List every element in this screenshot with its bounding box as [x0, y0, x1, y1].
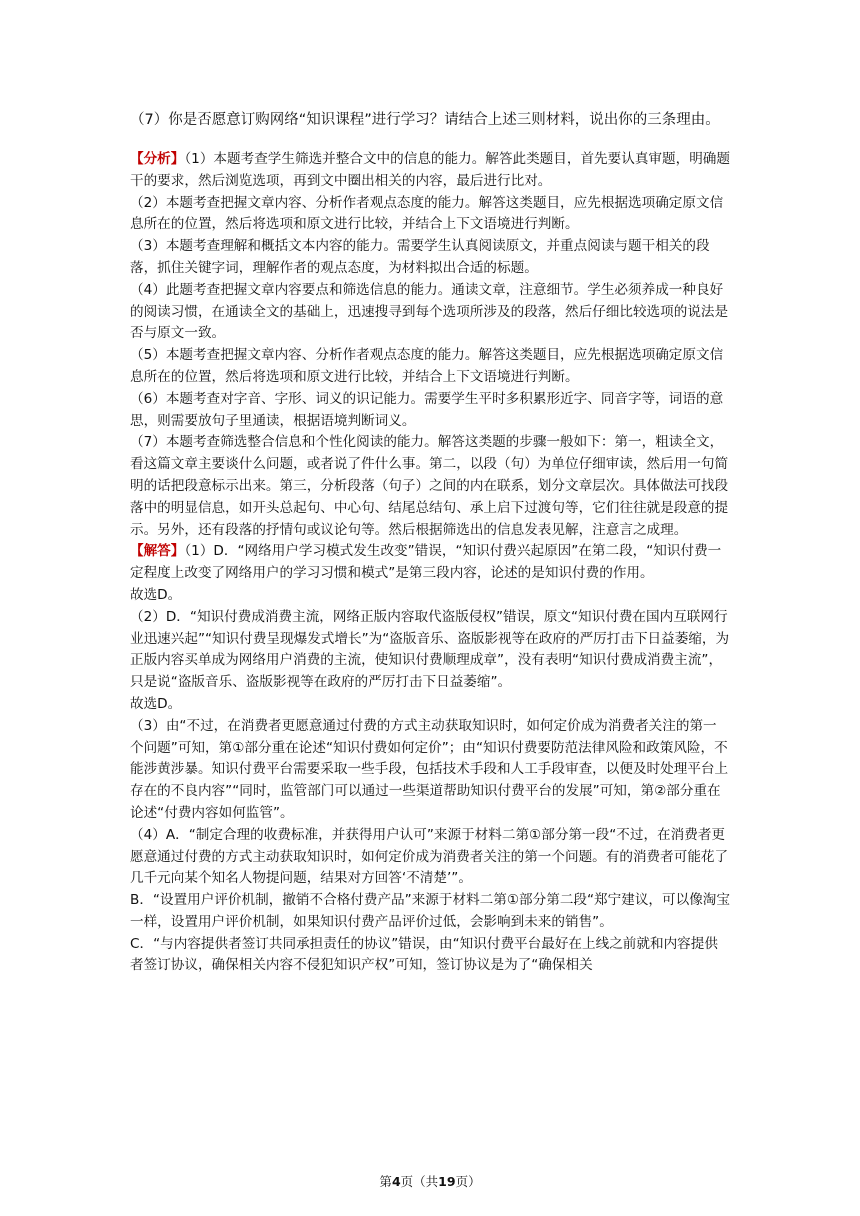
analysis-first-paragraph — [130, 149, 730, 193]
answer-item-4b: B．“设置用户评价机制，撤销不合格付费产品”来源于材料二第①部分第二段“郑宁建议，可以像淘宝一样，设置用户评价机制，如果知识付费产品评价过低，会影响到未来的销售”。 — [130, 892, 730, 930]
answer-item-4a: （4）A．“制定合理的收费标准，并获得用户认可”来源于材料二第①部分第一段“不过，在消费者更愿意通过付费的方式主动获取知识时，如何定价成为消费者关注的第一个问题。有的消费者可能花了几千元向某个知名人物提问题，结果对方回答‘不清楚’”。 — [130, 826, 729, 887]
analysis-item-7: （7）本题考查筛选整合信息和个性化阅读的能力。解答这类题的步骤一般如下：第一，粗读全文，看这篇文章主要谈什么问题，或者说了件什么事。第二，以段（句）为单位仔细审读，然后用一句简明的话把段意标示出来。第三，分析段落（句子）之间的内在联系，划分文章层次。具体做法可找段落中的明显信息，如开头总起句、中心句、结尾总结句、承上启下过渡句等，它们往往就是段意的提示。另外，还有段落的抒情句或议论句等。然后根据筛选出的信息发表见解，注意言之成理。 — [130, 434, 729, 538]
answer-item-3: （3）由“不过，在消费者更愿意通过付费的方式主动获取知识时，如何定价成为消费者关注的第一个问题”可知，第①部分重在论述“知识付费如何定价”；由“知识付费要防范法律风险和政策风险，不能涉黄涉暴。知识付费平台需要采取一些手段，包括技术手段和人工手段审查，以便及时处理平台上存在的不良内容”“同时，监管部门可以通过一些渠道帮助知识付费平台的发展”可知，第②部分重在论述“付费内容如何监管”。 — [130, 717, 729, 821]
analysis-section — [130, 149, 730, 977]
document-body — [130, 106, 730, 977]
answer-choice-1: 故选D。 — [130, 586, 182, 603]
answer-item-2: （2）D．“知识付费成消费主流，网络正版内容取代盗版侵权”错误，原文“知识付费在国内互联网行业迅速兴起”“知识付费呈现爆发式增长”为“盗版音乐、盗版影视等在政府的严厉打击下日益萎缩，为正版内容买单成为网络用户消费的主流，使知识付费顺理成章”，没有表明“知识付费成消费主流”，只是说“盗版音乐、盗版影视等在政府的严厉打击下日益萎缩”。 — [130, 608, 730, 691]
footer-page-number: 4 — [391, 1174, 401, 1189]
analysis-label: 【分析】 — [130, 151, 185, 167]
page-footer — [0, 1172, 860, 1190]
analysis-item-2: （2）本题考查把握文章内容、分析作者观点态度的能力。解答这类题目，应先根据选项确定原文信息所在的位置，然后将选项和原文进行比较，并结合上下文语境进行判断。 — [130, 194, 724, 233]
answer-item-4c: C．“与内容提供者签订共同承担责任的协议”错误，由“知识付费平台最好在上线之前就和内容提供者签订协议，确保相关内容不侵犯知识产权”可知，签订协议是为了“确保相关 — [130, 935, 718, 974]
analysis-item-4: （4）此题考查把握文章内容要点和筛选信息的能力。通读文章，注意细节。学生必须养成一种良好的阅读习惯，在通读全文的基础上，迅速搜寻到每个选项所涉及的段落，然后仔细比较选项的说法是否与原文一致。 — [130, 281, 729, 342]
footer-total-pages: 19 — [438, 1174, 456, 1189]
answer-choice-2: 故选D。 — [130, 695, 182, 712]
analysis-item-6: （6）本题考查对字音、字形、词义的识记能力。需要学生平时多积累形近字、同音字等，词语的意思，则需要放句子里通读，根据语境判断词义。 — [130, 390, 724, 429]
question-7: （7）你是否愿意订购网络“知识课程”进行学习？请结合上述三则材料，说出你的三条理由。 — [130, 112, 720, 128]
analysis-item-5: （5）本题考查把握文章内容、分析作者观点态度的能力。解答这类题目，应先根据选项确定原文信息所在的位置，然后将选项和原文进行比较，并结合上下文语境进行判断。 — [130, 347, 724, 385]
analysis-item-1: （1）本题考查学生筛选并整合文中的信息的能力。解答此类题目，首先要认真审题，明确题干的要求，然后浏览选项，再到文中圈出相关的内容，最后进行比对。 — [130, 151, 730, 189]
footer-prefix: 第 — [379, 1174, 392, 1189]
answer-item-1: （1）D．“网络用户学习模式发生改变”错误，“知识付费兴起原因”在第二段，“知识付费一定程度上改变了网络用户的学习习惯和模式”是第三段内容，论述的是知识付费的作用。 — [130, 543, 722, 582]
answer-label: 【解答】 — [130, 543, 185, 560]
footer-middle: 页（共 — [400, 1174, 439, 1189]
answer-first-paragraph — [130, 541, 730, 585]
footer-suffix: 页） — [455, 1174, 481, 1189]
analysis-item-3: （3）本题考查理解和概括文本内容的能力。需要学生认真阅读原文，并重点阅读与题干相关的段落，抓住关键字词，理解作者的观点态度，为材料拟出合适的标题。 — [130, 238, 710, 276]
